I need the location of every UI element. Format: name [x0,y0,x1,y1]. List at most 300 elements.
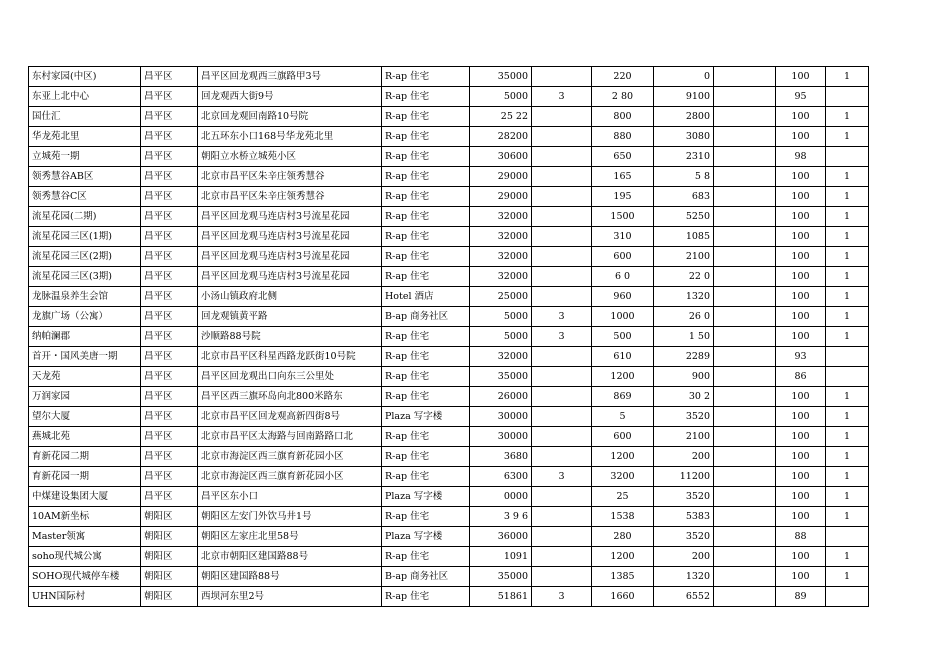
type-cell[interactable]: Hotel 酒店 [382,287,470,307]
area-cell[interactable]: 500 [592,327,654,347]
area-cell[interactable]: 3200 [592,467,654,487]
district-cell[interactable]: 朝阳区 [141,567,198,587]
percent-cell[interactable]: 86 [776,367,826,387]
total-cell[interactable]: 900 [654,367,714,387]
project-name-cell[interactable]: 流星花园三区(2期) [29,247,141,267]
price-cell[interactable]: 51861 [470,587,532,607]
project-name-cell[interactable]: 万润家园 [29,387,141,407]
percent-cell[interactable]: 100 [776,447,826,467]
total-cell[interactable]: 1085 [654,227,714,247]
price-cell[interactable]: 26000 [470,387,532,407]
extra-cell[interactable] [532,427,592,447]
address-cell[interactable]: 北京市昌平区回龙观高新四街8号 [198,407,382,427]
flag-cell[interactable]: 1 [826,207,869,227]
district-cell[interactable]: 朝阳区 [141,507,198,527]
percent-cell[interactable]: 88 [776,527,826,547]
project-name-cell[interactable]: 望尔大厦 [29,407,141,427]
price-cell[interactable]: 32000 [470,247,532,267]
address-cell[interactable]: 北京市昌平区科星西路龙跃街10号院 [198,347,382,367]
address-cell[interactable]: 昌平区回龙观西三旗路甲3号 [198,67,382,87]
address-cell[interactable]: 北五环东小口168号华龙苑北里 [198,127,382,147]
empty-cell[interactable] [714,107,776,127]
empty-cell[interactable] [714,247,776,267]
flag-cell[interactable]: 1 [826,447,869,467]
area-cell[interactable]: 220 [592,67,654,87]
extra-cell[interactable] [532,207,592,227]
type-cell[interactable]: Plaza 写字楼 [382,527,470,547]
area-cell[interactable]: 310 [592,227,654,247]
total-cell[interactable]: 6552 [654,587,714,607]
empty-cell[interactable] [714,227,776,247]
percent-cell[interactable]: 95 [776,87,826,107]
empty-cell[interactable] [714,427,776,447]
extra-cell[interactable] [532,287,592,307]
project-name-cell[interactable]: 领秀慧谷C区 [29,187,141,207]
extra-cell[interactable]: 3 [532,307,592,327]
empty-cell[interactable] [714,187,776,207]
type-cell[interactable]: B-ap 商务社区 [382,567,470,587]
extra-cell[interactable] [532,567,592,587]
empty-cell[interactable] [714,507,776,527]
percent-cell[interactable]: 100 [776,547,826,567]
price-cell[interactable]: 36000 [470,527,532,547]
project-name-cell[interactable]: 流星花园三区(1期) [29,227,141,247]
project-name-cell[interactable]: 国仕汇 [29,107,141,127]
area-cell[interactable]: 1660 [592,587,654,607]
total-cell[interactable]: 9100 [654,87,714,107]
type-cell[interactable]: R-ap 住宅 [382,387,470,407]
area-cell[interactable]: 610 [592,347,654,367]
area-cell[interactable]: 880 [592,127,654,147]
extra-cell[interactable] [532,367,592,387]
type-cell[interactable]: R-ap 住宅 [382,167,470,187]
type-cell[interactable]: R-ap 住宅 [382,67,470,87]
type-cell[interactable]: R-ap 住宅 [382,267,470,287]
total-cell[interactable]: 30 2 [654,387,714,407]
area-cell[interactable]: 1385 [592,567,654,587]
total-cell[interactable]: 3520 [654,487,714,507]
area-cell[interactable]: 1200 [592,367,654,387]
price-cell[interactable]: 30000 [470,427,532,447]
extra-cell[interactable] [532,67,592,87]
empty-cell[interactable] [714,127,776,147]
area-cell[interactable]: 195 [592,187,654,207]
district-cell[interactable]: 昌平区 [141,387,198,407]
project-name-cell[interactable]: Master领寓 [29,527,141,547]
empty-cell[interactable] [714,207,776,227]
total-cell[interactable]: 3080 [654,127,714,147]
empty-cell[interactable] [714,267,776,287]
project-name-cell[interactable]: 育新花园二期 [29,447,141,467]
extra-cell[interactable] [532,107,592,127]
district-cell[interactable]: 昌平区 [141,347,198,367]
extra-cell[interactable] [532,147,592,167]
address-cell[interactable]: 北京市海淀区西三旗育新花园小区 [198,447,382,467]
extra-cell[interactable] [532,547,592,567]
total-cell[interactable]: 5 8 [654,167,714,187]
percent-cell[interactable]: 100 [776,107,826,127]
address-cell[interactable]: 朝阳立水桥立城苑小区 [198,147,382,167]
percent-cell[interactable]: 98 [776,147,826,167]
district-cell[interactable]: 昌平区 [141,227,198,247]
district-cell[interactable]: 昌平区 [141,327,198,347]
address-cell[interactable]: 回龙观西大街9号 [198,87,382,107]
address-cell[interactable]: 朝阳区左家庄北里58号 [198,527,382,547]
district-cell[interactable]: 昌平区 [141,287,198,307]
percent-cell[interactable]: 100 [776,567,826,587]
project-name-cell[interactable]: soho现代城公寓 [29,547,141,567]
type-cell[interactable]: R-ap 住宅 [382,147,470,167]
project-name-cell[interactable]: 流星花园(二期) [29,207,141,227]
price-cell[interactable]: 5000 [470,87,532,107]
flag-cell[interactable]: 1 [826,107,869,127]
total-cell[interactable]: 1320 [654,287,714,307]
flag-cell[interactable]: 1 [826,507,869,527]
type-cell[interactable]: R-ap 住宅 [382,127,470,147]
total-cell[interactable]: 2100 [654,247,714,267]
price-cell[interactable]: 32000 [470,207,532,227]
extra-cell[interactable] [532,387,592,407]
empty-cell[interactable] [714,567,776,587]
flag-cell[interactable]: 1 [826,227,869,247]
district-cell[interactable]: 朝阳区 [141,587,198,607]
total-cell[interactable]: 1 50 [654,327,714,347]
total-cell[interactable]: 0 [654,67,714,87]
price-cell[interactable]: 32000 [470,267,532,287]
total-cell[interactable]: 200 [654,547,714,567]
address-cell[interactable]: 小汤山镇政府北侧 [198,287,382,307]
price-cell[interactable]: 1091 [470,547,532,567]
empty-cell[interactable] [714,147,776,167]
area-cell[interactable]: 25 [592,487,654,507]
price-cell[interactable]: 29000 [470,167,532,187]
address-cell[interactable]: 北京回龙观回南路10号院 [198,107,382,127]
district-cell[interactable]: 朝阳区 [141,547,198,567]
address-cell[interactable]: 北京市朝阳区建国路88号 [198,547,382,567]
price-cell[interactable]: 30600 [470,147,532,167]
type-cell[interactable]: B-ap 商务社区 [382,307,470,327]
price-cell[interactable]: 3 9 6 [470,507,532,527]
price-cell[interactable]: 25000 [470,287,532,307]
address-cell[interactable]: 昌平区东小口 [198,487,382,507]
area-cell[interactable]: 600 [592,247,654,267]
price-cell[interactable]: 32000 [470,227,532,247]
address-cell[interactable]: 回龙观镇黄平路 [198,307,382,327]
total-cell[interactable]: 2310 [654,147,714,167]
project-name-cell[interactable]: UHN国际村 [29,587,141,607]
district-cell[interactable]: 昌平区 [141,487,198,507]
address-cell[interactable]: 昌平区西三旗环岛向北800米路东 [198,387,382,407]
total-cell[interactable]: 26 0 [654,307,714,327]
total-cell[interactable]: 683 [654,187,714,207]
project-name-cell[interactable]: 龙脉温泉养生会馆 [29,287,141,307]
flag-cell[interactable]: 1 [826,287,869,307]
extra-cell[interactable] [532,407,592,427]
area-cell[interactable]: 600 [592,427,654,447]
district-cell[interactable]: 昌平区 [141,167,198,187]
address-cell[interactable]: 昌平区回龙观马连店村3号流星花园 [198,207,382,227]
percent-cell[interactable]: 93 [776,347,826,367]
project-name-cell[interactable]: 东村家园(中区) [29,67,141,87]
empty-cell[interactable] [714,367,776,387]
percent-cell[interactable]: 100 [776,507,826,527]
percent-cell[interactable]: 100 [776,287,826,307]
total-cell[interactable]: 5250 [654,207,714,227]
price-cell[interactable]: 5000 [470,327,532,347]
project-name-cell[interactable]: 立城苑一期 [29,147,141,167]
district-cell[interactable]: 昌平区 [141,307,198,327]
area-cell[interactable]: 6 0 [592,267,654,287]
extra-cell[interactable] [532,267,592,287]
district-cell[interactable]: 昌平区 [141,367,198,387]
extra-cell[interactable] [532,167,592,187]
area-cell[interactable]: 869 [592,387,654,407]
percent-cell[interactable]: 100 [776,487,826,507]
district-cell[interactable]: 昌平区 [141,467,198,487]
type-cell[interactable]: R-ap 住宅 [382,187,470,207]
district-cell[interactable]: 昌平区 [141,147,198,167]
flag-cell[interactable]: 1 [826,307,869,327]
project-name-cell[interactable]: 纳帕澜郡 [29,327,141,347]
empty-cell[interactable] [714,307,776,327]
area-cell[interactable]: 1200 [592,547,654,567]
type-cell[interactable]: Plaza 写字楼 [382,487,470,507]
type-cell[interactable]: R-ap 住宅 [382,347,470,367]
extra-cell[interactable] [532,127,592,147]
percent-cell[interactable]: 100 [776,187,826,207]
percent-cell[interactable]: 100 [776,127,826,147]
price-cell[interactable]: 25 22 [470,107,532,127]
type-cell[interactable]: R-ap 住宅 [382,207,470,227]
district-cell[interactable]: 昌平区 [141,447,198,467]
district-cell[interactable]: 昌平区 [141,127,198,147]
type-cell[interactable]: R-ap 住宅 [382,107,470,127]
empty-cell[interactable] [714,547,776,567]
address-cell[interactable]: 昌平区回龙观马连店村3号流星花园 [198,267,382,287]
district-cell[interactable]: 昌平区 [141,107,198,127]
project-name-cell[interactable]: SOHO现代城停车楼 [29,567,141,587]
project-name-cell[interactable]: 东亚上北中心 [29,87,141,107]
flag-cell[interactable]: 1 [826,487,869,507]
address-cell[interactable]: 北京市昌平区朱辛庄领秀慧谷 [198,167,382,187]
address-cell[interactable]: 朝阳区左安门外饮马井1号 [198,507,382,527]
type-cell[interactable]: R-ap 住宅 [382,547,470,567]
type-cell[interactable]: R-ap 住宅 [382,587,470,607]
empty-cell[interactable] [714,467,776,487]
flag-cell[interactable]: 1 [826,547,869,567]
flag-cell[interactable] [826,347,869,367]
project-name-cell[interactable]: 首开・国风美唐一期 [29,347,141,367]
address-cell[interactable]: 北京市昌平区朱辛庄领秀慧谷 [198,187,382,207]
type-cell[interactable]: R-ap 住宅 [382,227,470,247]
price-cell[interactable]: 29000 [470,187,532,207]
area-cell[interactable]: 2 80 [592,87,654,107]
district-cell[interactable]: 昌平区 [141,207,198,227]
price-cell[interactable]: 5000 [470,307,532,327]
extra-cell[interactable] [532,487,592,507]
extra-cell[interactable] [532,447,592,467]
price-cell[interactable]: 28200 [470,127,532,147]
flag-cell[interactable] [826,367,869,387]
percent-cell[interactable]: 100 [776,247,826,267]
flag-cell[interactable] [826,87,869,107]
area-cell[interactable]: 165 [592,167,654,187]
project-name-cell[interactable]: 燕城北苑 [29,427,141,447]
flag-cell[interactable] [826,587,869,607]
table-row [29,367,869,387]
total-cell[interactable]: 5383 [654,507,714,527]
type-cell[interactable]: R-ap 住宅 [382,327,470,347]
area-cell[interactable]: 800 [592,107,654,127]
district-cell[interactable]: 昌平区 [141,267,198,287]
district-cell[interactable]: 昌平区 [141,247,198,267]
extra-cell[interactable] [532,507,592,527]
total-cell[interactable]: 2100 [654,427,714,447]
extra-cell[interactable]: 3 [532,87,592,107]
address-cell[interactable]: 昌平区回龙观马连店村3号流星花园 [198,247,382,267]
table-row [29,187,869,207]
total-cell[interactable]: 200 [654,447,714,467]
empty-cell[interactable] [714,487,776,507]
extra-cell[interactable]: 3 [532,327,592,347]
extra-cell[interactable] [532,527,592,547]
empty-cell[interactable] [714,287,776,307]
percent-cell[interactable]: 100 [776,307,826,327]
percent-cell[interactable]: 100 [776,227,826,247]
price-cell[interactable]: 30000 [470,407,532,427]
project-name-cell[interactable]: 流星花园三区(3期) [29,267,141,287]
empty-cell[interactable] [714,527,776,547]
flag-cell[interactable]: 1 [826,267,869,287]
flag-cell[interactable]: 1 [826,387,869,407]
extra-cell[interactable] [532,247,592,267]
flag-cell[interactable] [826,527,869,547]
percent-cell[interactable]: 100 [776,467,826,487]
flag-cell[interactable]: 1 [826,127,869,147]
type-cell[interactable]: R-ap 住宅 [382,247,470,267]
price-cell[interactable]: 3680 [470,447,532,467]
address-cell[interactable]: 朝阳区建国路88号 [198,567,382,587]
empty-cell[interactable] [714,347,776,367]
flag-cell[interactable] [826,147,869,167]
percent-cell[interactable]: 100 [776,67,826,87]
flag-cell[interactable]: 1 [826,427,869,447]
percent-cell[interactable]: 100 [776,267,826,287]
flag-cell[interactable]: 1 [826,67,869,87]
empty-cell[interactable] [714,407,776,427]
percent-cell[interactable]: 100 [776,407,826,427]
type-cell[interactable]: R-ap 住宅 [382,467,470,487]
total-cell[interactable]: 11200 [654,467,714,487]
district-cell[interactable]: 昌平区 [141,187,198,207]
empty-cell[interactable] [714,447,776,467]
type-cell[interactable]: R-ap 住宅 [382,447,470,467]
area-cell[interactable]: 1000 [592,307,654,327]
district-cell[interactable]: 昌平区 [141,427,198,447]
address-cell[interactable]: 西坝河东里2号 [198,587,382,607]
flag-cell[interactable]: 1 [826,167,869,187]
address-cell[interactable]: 北京市昌平区太海路与回南路路口北 [198,427,382,447]
extra-cell[interactable] [532,187,592,207]
project-name-cell[interactable]: 育新花园一期 [29,467,141,487]
percent-cell[interactable]: 100 [776,207,826,227]
district-cell[interactable]: 昌平区 [141,407,198,427]
project-name-cell[interactable]: 领秀慧谷AB区 [29,167,141,187]
percent-cell[interactable]: 100 [776,167,826,187]
flag-cell[interactable]: 1 [826,467,869,487]
project-name-cell[interactable]: 10AM新坐标 [29,507,141,527]
project-name-cell[interactable]: 龙旗广场（公寓） [29,307,141,327]
total-cell[interactable]: 3520 [654,407,714,427]
price-cell[interactable]: 35000 [470,67,532,87]
area-cell[interactable]: 1200 [592,447,654,467]
total-cell[interactable]: 2289 [654,347,714,367]
address-cell[interactable]: 沙顺路88号院 [198,327,382,347]
type-cell[interactable]: R-ap 住宅 [382,367,470,387]
area-cell[interactable]: 1500 [592,207,654,227]
total-cell[interactable]: 1320 [654,567,714,587]
extra-cell[interactable] [532,347,592,367]
price-cell[interactable]: 6300 [470,467,532,487]
type-cell[interactable]: R-ap 住宅 [382,427,470,447]
district-cell[interactable]: 昌平区 [141,67,198,87]
type-cell[interactable]: R-ap 住宅 [382,507,470,527]
extra-cell[interactable]: 3 [532,467,592,487]
percent-cell[interactable]: 100 [776,327,826,347]
flag-cell[interactable]: 1 [826,407,869,427]
price-cell[interactable]: 35000 [470,367,532,387]
area-cell[interactable]: 1538 [592,507,654,527]
flag-cell[interactable]: 1 [826,247,869,267]
flag-cell[interactable]: 1 [826,567,869,587]
price-cell[interactable]: 35000 [470,567,532,587]
extra-cell[interactable]: 3 [532,587,592,607]
empty-cell[interactable] [714,167,776,187]
flag-cell[interactable]: 1 [826,187,869,207]
type-cell[interactable]: R-ap 住宅 [382,87,470,107]
percent-cell[interactable]: 100 [776,427,826,447]
type-cell[interactable]: Plaza 写字楼 [382,407,470,427]
total-cell[interactable]: 3520 [654,527,714,547]
empty-cell[interactable] [714,87,776,107]
area-cell[interactable]: 960 [592,287,654,307]
address-cell[interactable]: 北京市海淀区西三旗育新花园小区 [198,467,382,487]
project-name-cell[interactable]: 天龙苑 [29,367,141,387]
price-cell[interactable]: 32000 [470,347,532,367]
area-cell[interactable]: 280 [592,527,654,547]
project-name-cell[interactable]: 华龙苑北里 [29,127,141,147]
total-cell[interactable]: 22 0 [654,267,714,287]
total-cell[interactable]: 2800 [654,107,714,127]
empty-cell[interactable] [714,327,776,347]
extra-cell[interactable] [532,227,592,247]
district-cell[interactable]: 昌平区 [141,87,198,107]
percent-cell[interactable]: 100 [776,387,826,407]
area-cell[interactable]: 5 [592,407,654,427]
address-cell[interactable]: 昌平区回龙观出口向东三公里处 [198,367,382,387]
district-cell[interactable]: 朝阳区 [141,527,198,547]
project-name-cell[interactable]: 中煤建设集团大厦 [29,487,141,507]
table-row [29,87,869,107]
flag-cell[interactable]: 1 [826,327,869,347]
percent-cell[interactable]: 89 [776,587,826,607]
price-cell[interactable]: 0000 [470,487,532,507]
empty-cell[interactable] [714,387,776,407]
area-cell[interactable]: 650 [592,147,654,167]
empty-cell[interactable] [714,587,776,607]
address-cell[interactable]: 昌平区回龙观马连店村3号流星花园 [198,227,382,247]
empty-cell[interactable] [714,67,776,87]
